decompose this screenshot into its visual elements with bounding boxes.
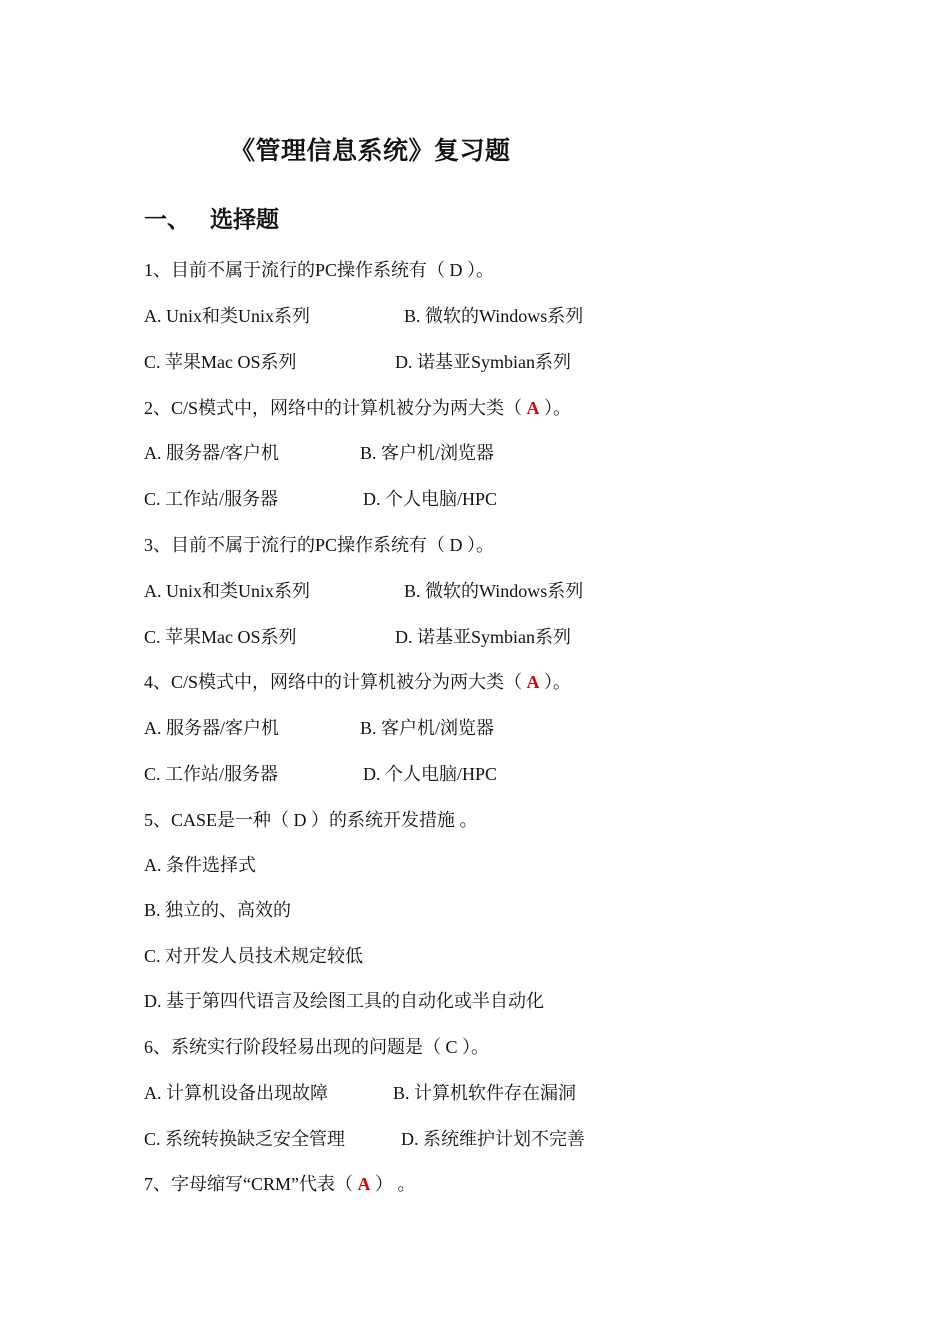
option-a: A. Unix和类Unix系列 [144,581,310,601]
section-heading [144,201,279,234]
question-4 [144,670,571,694]
option-c: C. 工作站/服务器 [144,489,279,509]
option-a: A. 服务器/客户机 [144,718,279,738]
option-c: C. 对开发人员技术规定较低 [144,946,364,966]
question-3-options-ab [144,579,584,603]
option-b: B. 计算机软件存在漏洞 [393,1083,577,1103]
question-6-options-ab [144,1081,577,1105]
question-4-text: 4、C/S模式中，网络中的计算机被分为两大类（ [144,672,527,692]
question-5-option-d [144,989,544,1013]
section-number: 一、 [144,207,190,232]
question-6 [144,1035,489,1059]
question-5-option-c [144,944,363,968]
option-d: D. 个人电脑/HPC [363,764,498,784]
question-4-answer: A [526,672,540,692]
question-2-text: 2、C/S模式中，网络中的计算机被分为两大类（ [144,398,527,418]
option-b: B. 独立的、高效的 [144,900,292,920]
question-7-answer: A [357,1174,371,1194]
question-4-options-cd [144,762,498,786]
question-4-text-end: ）。 [539,672,572,692]
question-2-text-end: ）。 [539,398,572,418]
question-5-option-a [144,853,256,877]
option-c: C. 系统转换缺乏安全管理 [144,1129,346,1149]
question-6-options-cd [144,1127,585,1151]
option-b: B. 微软的Windows系列 [404,306,584,326]
question-5 [144,808,478,832]
question-3-text-end: ）。 [462,535,495,555]
question-7-text-end: ） 。 [370,1174,416,1194]
option-b: B. 客户机/浏览器 [360,443,495,463]
question-5-text-end: ）的系统开发措施 。 [306,810,478,830]
question-1-text: 1、目前不属于流行的PC操作系统有（ [144,260,450,280]
option-a: A. 服务器/客户机 [144,443,279,463]
question-6-text: 6、系统实行阶段轻易出现的问题是（ [144,1037,446,1057]
question-3-text: 3、目前不属于流行的PC操作系统有（ [144,535,450,555]
option-d: D. 基于第四代语言及绘图工具的自动化或半自动化 [144,991,544,1011]
option-b: B. 微软的Windows系列 [404,581,584,601]
question-2-answer: A [526,398,540,418]
option-d: D. 诺基亚Symbian系列 [395,627,572,647]
question-7-text: 7、字母缩写“CRM”代表（ [144,1174,358,1194]
question-5-answer: D [293,810,307,830]
option-c: C. 苹果Mac OS系列 [144,627,297,647]
question-6-text-end: ）。 [457,1037,490,1057]
section-label: 选择题 [210,207,279,232]
question-1 [144,258,494,282]
question-3-options-cd [144,625,572,649]
question-5-option-b [144,898,291,922]
question-7 [144,1172,416,1196]
question-1-options-ab [144,304,584,328]
question-2-options-ab [144,441,495,465]
question-1-options-cd [144,350,572,374]
option-c: C. 工作站/服务器 [144,764,279,784]
option-b: B. 客户机/浏览器 [360,718,495,738]
option-d: D. 个人电脑/HPC [363,489,498,509]
question-3-answer: D [449,535,463,555]
option-d: D. 系统维护计划不完善 [401,1129,585,1149]
question-1-answer: D [449,260,463,280]
question-6-answer: C [445,1037,458,1057]
document-title: 《管理信息系统》复习题 [230,138,511,165]
question-2-options-cd [144,487,498,511]
question-1-text-end: ）。 [462,260,495,280]
option-a: A. Unix和类Unix系列 [144,306,310,326]
question-4-options-ab [144,716,495,740]
option-d: D. 诺基亚Symbian系列 [395,352,572,372]
option-a: A. 条件选择式 [144,855,256,875]
question-3 [144,533,494,557]
question-2 [144,396,571,420]
question-5-text: 5、CASE是一种（ [144,810,294,830]
option-c: C. 苹果Mac OS系列 [144,352,297,372]
option-a: A. 计算机设备出现故障 [144,1083,328,1103]
